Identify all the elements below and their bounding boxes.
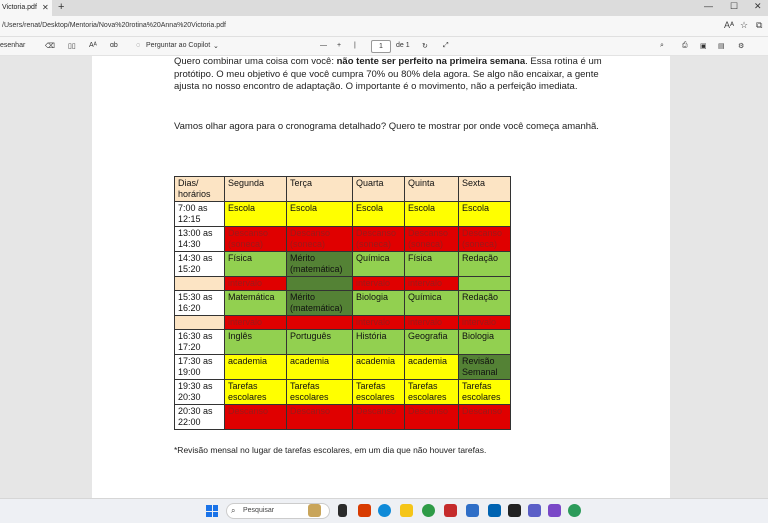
office-app-icon[interactable] (358, 504, 371, 517)
table-cell: Escola (225, 202, 287, 227)
table-cell: 14:30 as 15:20 (175, 252, 225, 277)
table-header-cell: Segunda (225, 177, 287, 202)
table-header-cell: Terça (287, 177, 353, 202)
address-bar (0, 16, 768, 37)
close-icon[interactable]: ✕ (42, 3, 49, 12)
collections-icon[interactable]: ⧉ (756, 20, 763, 30)
table-cell: Descanso (soneca) (353, 227, 405, 252)
save-icon[interactable]: ▣ (700, 43, 707, 50)
search-placeholder: Pesquisar (243, 507, 275, 514)
table-cell: Química (405, 291, 459, 316)
chrome-profile-icon[interactable] (568, 504, 581, 517)
read-aloud-icon[interactable]: Aᴬ (724, 20, 735, 30)
teams-icon[interactable] (528, 504, 541, 517)
table-cell: Tarefas escolares (353, 380, 405, 405)
zoom-out-icon[interactable]: — (320, 42, 327, 49)
rotate-icon[interactable]: ↻ (422, 43, 428, 50)
eraser-icon[interactable]: ⌫ (45, 43, 55, 50)
table-header-row (175, 177, 511, 202)
table-header-cell: Dias/ horários (175, 177, 225, 202)
table-cell: intervalo (459, 316, 511, 330)
copilot-icon[interactable]: ◌ (136, 42, 141, 49)
table-cell: Redação (459, 252, 511, 277)
table-row (175, 405, 511, 430)
window-close-icon[interactable]: ✕ (754, 1, 762, 11)
table-cell (459, 277, 511, 291)
table-cell: Descanso (459, 405, 511, 430)
table-header-cell: Quinta (405, 177, 459, 202)
table-cell: Descanso (soneca) (287, 227, 353, 252)
table-cell (175, 316, 225, 330)
table-cell: Escola (405, 202, 459, 227)
edge-icon[interactable] (378, 504, 391, 517)
app-icon-dark[interactable] (508, 504, 521, 517)
task-view-icon[interactable] (338, 504, 347, 517)
table-cell: intervalo (225, 277, 287, 291)
table-row (175, 252, 511, 277)
table-header-cell: Sexta (459, 177, 511, 202)
schedule-table (174, 176, 511, 430)
table-row (175, 291, 511, 316)
tab-pdf[interactable] (0, 0, 52, 16)
page-view-icon[interactable]: ▯▯ (68, 43, 76, 50)
table-cell: Tarefas escolares (405, 380, 459, 405)
table-cell: Revisão Semanal (459, 355, 511, 380)
search-icon[interactable]: ⌕ (660, 42, 664, 49)
paragraph-1: Quero combinar uma coisa com você: não tente ser perfeito na primeira semana. Essa rotina é um protótipo. O meu objetivo é que você cumpra 70% ou 80% dela agora. Se algo não encaixar, a gente ajusta no nosso encontro de adaptação. O importante é o movimento, não a perfeição imediata. (174, 56, 602, 92)
fit-page-icon[interactable]: ⤢ (443, 42, 449, 49)
pdf-page (92, 56, 670, 498)
table-cell: Descanso (287, 405, 353, 430)
minimize-icon[interactable]: — (704, 1, 713, 11)
app-icon-purple[interactable] (548, 504, 561, 517)
chrome-icon[interactable] (422, 504, 435, 517)
table-cell: academia (287, 355, 353, 380)
table-cell: academia (225, 355, 287, 380)
table-cell: intervalo (405, 316, 459, 330)
tab-bar (0, 0, 768, 16)
table-cell: Física (225, 252, 287, 277)
table-cell: Física (405, 252, 459, 277)
table-row (175, 355, 511, 380)
table-cell: História (353, 330, 405, 355)
table-header-cell: Quarta (353, 177, 405, 202)
app-icon-blue[interactable] (466, 504, 479, 517)
table-row (175, 227, 511, 252)
draw-button[interactable]: esenhar (0, 42, 26, 49)
footnote: *Revisão mensal no lugar de tarefas escolares, em um dia que não houver tarefas. (174, 445, 487, 455)
table-cell: Inglês (225, 330, 287, 355)
table-cell: Biologia (353, 291, 405, 316)
table-cell: Descanso (soneca) (225, 227, 287, 252)
windows-start-icon[interactable] (206, 505, 218, 517)
table-row (175, 202, 511, 227)
table-cell: Descanso (225, 405, 287, 430)
maximize-icon[interactable]: ☐ (730, 1, 739, 11)
table-cell (287, 316, 353, 330)
table-cell: Geografia (405, 330, 459, 355)
page-total: de 1 (396, 42, 410, 49)
settings-icon[interactable]: ⚙ (738, 43, 745, 50)
table-cell: 17:30 as 19:00 (175, 355, 225, 380)
table-cell: 15:30 as 16:20 (175, 291, 225, 316)
table-cell: Escola (353, 202, 405, 227)
table-cell: Mérito (matemática) (287, 291, 353, 316)
pdf-viewer (0, 56, 768, 498)
table-row (175, 380, 511, 405)
table-row (175, 277, 511, 291)
new-tab-icon[interactable]: + (58, 1, 65, 13)
pdf-toolbar (0, 37, 768, 56)
table-cell: Biologia (459, 330, 511, 355)
table-cell: academia (405, 355, 459, 380)
table-cell: intervalo (353, 277, 405, 291)
table-cell (175, 277, 225, 291)
file-explorer-icon[interactable] (400, 504, 413, 517)
divider: | (354, 42, 356, 49)
table-cell: 13:00 as 14:30 (175, 227, 225, 252)
bold-phrase: não tente ser perfeito na primeira semana (336, 56, 526, 67)
mail-icon[interactable] (488, 504, 501, 517)
table-cell: 16:30 as 17:20 (175, 330, 225, 355)
table-cell: Química (353, 252, 405, 277)
table-cell: Descanso (soneca) (459, 227, 511, 252)
zoom-in-icon[interactable]: + (337, 42, 342, 49)
table-cell: 20:30 as 22:00 (175, 405, 225, 430)
favorite-icon[interactable]: ☆ (740, 20, 749, 30)
table-cell: Descanso (soneca) (405, 227, 459, 252)
table-cell: academia (353, 355, 405, 380)
table-cell: Matemática (225, 291, 287, 316)
chevron-down-icon[interactable]: ⌄ (213, 43, 219, 50)
table-row (175, 316, 511, 330)
table-cell: intervalo (225, 316, 287, 330)
print-icon[interactable]: ⎙ (682, 42, 688, 49)
table-cell: 19:30 as 20:30 (175, 380, 225, 405)
tab-title: Victoria.pdf (2, 4, 37, 11)
search-icon: ⌕ (231, 506, 236, 515)
table-row (175, 330, 511, 355)
table-cell: Escola (287, 202, 353, 227)
url-field[interactable]: /Users/renat/Desktop/Mentoria/Nova%20rotina%20Anna%20Victoria.pdf (2, 22, 226, 29)
table-cell: Português (287, 330, 353, 355)
taskbar (0, 498, 768, 523)
table-cell: Tarefas escolares (287, 380, 353, 405)
app-icon-red[interactable] (444, 504, 457, 517)
page-number-input[interactable]: 1 (371, 40, 391, 53)
table-cell: Descanso (353, 405, 405, 430)
text-icon[interactable]: Aᴬ (89, 42, 97, 49)
table-cell: Redação (459, 291, 511, 316)
save-as-icon[interactable]: ▤ (718, 43, 725, 50)
table-cell: 7:00 as 12:15 (175, 202, 225, 227)
table-cell: Tarefas escolares (459, 380, 511, 405)
table-cell: Tarefas escolares (225, 380, 287, 405)
translate-icon[interactable]: ɑb (110, 42, 118, 49)
paragraph-2: Vamos olhar agora para o cronograma detalhado? Quero te mostrar por onde você começa amanhã. (174, 121, 599, 132)
table-cell: Descanso (405, 405, 459, 430)
table-cell (287, 277, 353, 291)
table-cell: Escola (459, 202, 511, 227)
table-cell: intervalo (405, 277, 459, 291)
copilot-button[interactable]: Perguntar ao Copilot (146, 42, 211, 49)
table-cell: intervalo (353, 316, 405, 330)
table-cell: Mérito (matemática) (287, 252, 353, 277)
widget-icon[interactable] (308, 504, 321, 517)
